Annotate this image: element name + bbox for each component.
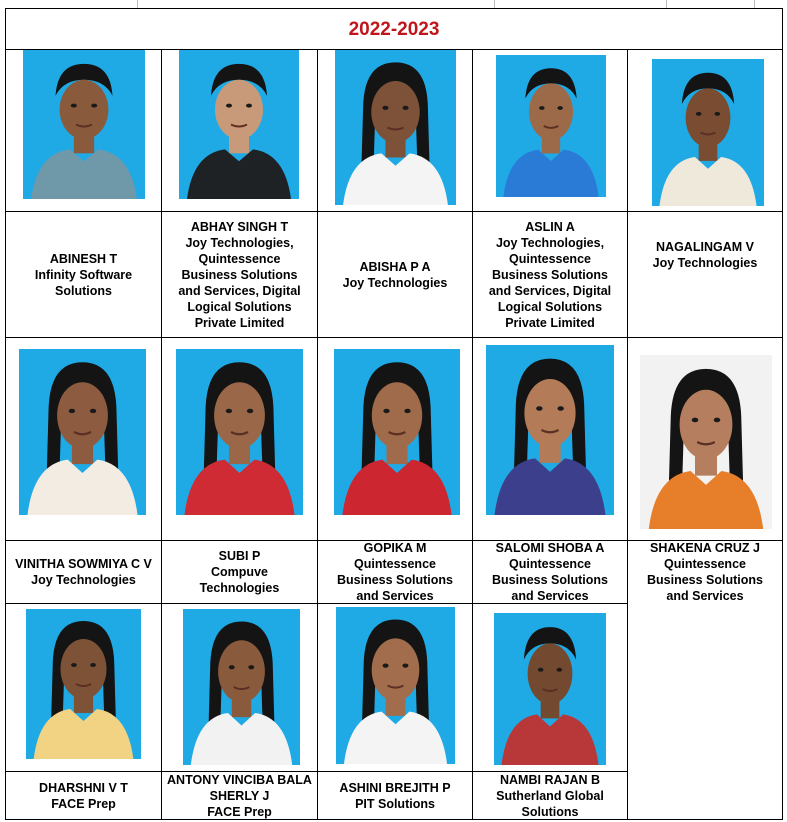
student-caption	[6, 541, 161, 603]
row-divider	[6, 337, 782, 338]
header-rule	[4, 0, 783, 8]
placement-table	[5, 8, 783, 820]
student-photo	[19, 349, 146, 515]
company-name: FACE Prep	[207, 805, 272, 819]
table-title: 2022-2023	[6, 9, 782, 50]
student-caption	[628, 541, 782, 603]
student-photo	[496, 55, 606, 197]
student-photo	[179, 50, 299, 199]
student-caption	[162, 772, 317, 820]
student-caption	[162, 212, 317, 337]
student-name: ABISHA P A	[359, 259, 431, 274]
company-name: Quintessence Business Solutions and Services	[337, 557, 453, 603]
student-caption	[318, 772, 472, 820]
student-name: ABHAY SINGH T	[190, 219, 289, 234]
student-photo	[335, 50, 456, 205]
student-name: DHARSHNI V T	[39, 781, 128, 795]
student-photo	[652, 59, 764, 206]
student-name: ASHINI BREJITH P	[339, 781, 451, 795]
company-name: Sutherland Global Solutions	[496, 789, 604, 819]
student-name: SUBI P	[218, 549, 261, 563]
student-photo	[334, 349, 460, 515]
student-name: NAGALINGAM V	[656, 239, 754, 254]
student-caption	[162, 541, 317, 603]
company-name: Joy Technologies	[652, 255, 758, 270]
company-name: PIT Solutions	[355, 797, 435, 811]
student-name: ASLIN A	[525, 219, 575, 234]
student-photo	[26, 609, 141, 759]
company-name: Quintessence Business Solutions and Services	[492, 557, 608, 603]
student-caption	[473, 541, 627, 603]
student-photo	[486, 345, 614, 515]
company-name: Joy Technologies	[31, 573, 136, 587]
student-name: GOPIKA M	[363, 541, 427, 555]
student-name: ABINESH T	[49, 251, 118, 266]
student-caption	[318, 212, 472, 337]
company-name: Joy Technologies, Quintessence Business Solutions and Services, Digital Logical Solutions Private Limited	[178, 235, 301, 330]
student-photo	[23, 50, 145, 199]
student-caption	[318, 541, 472, 603]
student-caption	[473, 772, 627, 820]
company-name: Compuve Technologies	[199, 565, 280, 595]
column-divider	[627, 50, 628, 605]
company-name: Joy Technologies, Quintessence Business Solutions and Services, Digital Logical Solutions Private Limited	[488, 235, 612, 330]
student-caption	[628, 192, 782, 317]
student-name: SHAKENA CRUZ J	[650, 541, 760, 555]
company-name: Quintessence Business Solutions and Services	[647, 557, 763, 603]
student-photo	[640, 355, 772, 529]
student-name: VINITHA SOWMIYA C V	[15, 557, 152, 571]
company-name: FACE Prep	[51, 797, 116, 811]
student-caption	[6, 772, 161, 820]
student-caption	[473, 212, 627, 337]
student-photo	[183, 609, 300, 765]
student-name: NAMBI RAJAN B	[500, 773, 600, 787]
student-name: ANTONY VINCIBA BALA SHERLY J	[167, 773, 312, 803]
column-divider	[627, 603, 628, 819]
company-name: Infinity Software Solutions	[34, 267, 133, 298]
student-photo	[176, 349, 303, 515]
student-photo	[494, 613, 606, 765]
student-caption	[6, 212, 161, 337]
student-name: SALOMI SHOBA A	[495, 541, 605, 555]
company-name: Joy Technologies	[342, 275, 448, 290]
student-photo	[336, 607, 455, 764]
